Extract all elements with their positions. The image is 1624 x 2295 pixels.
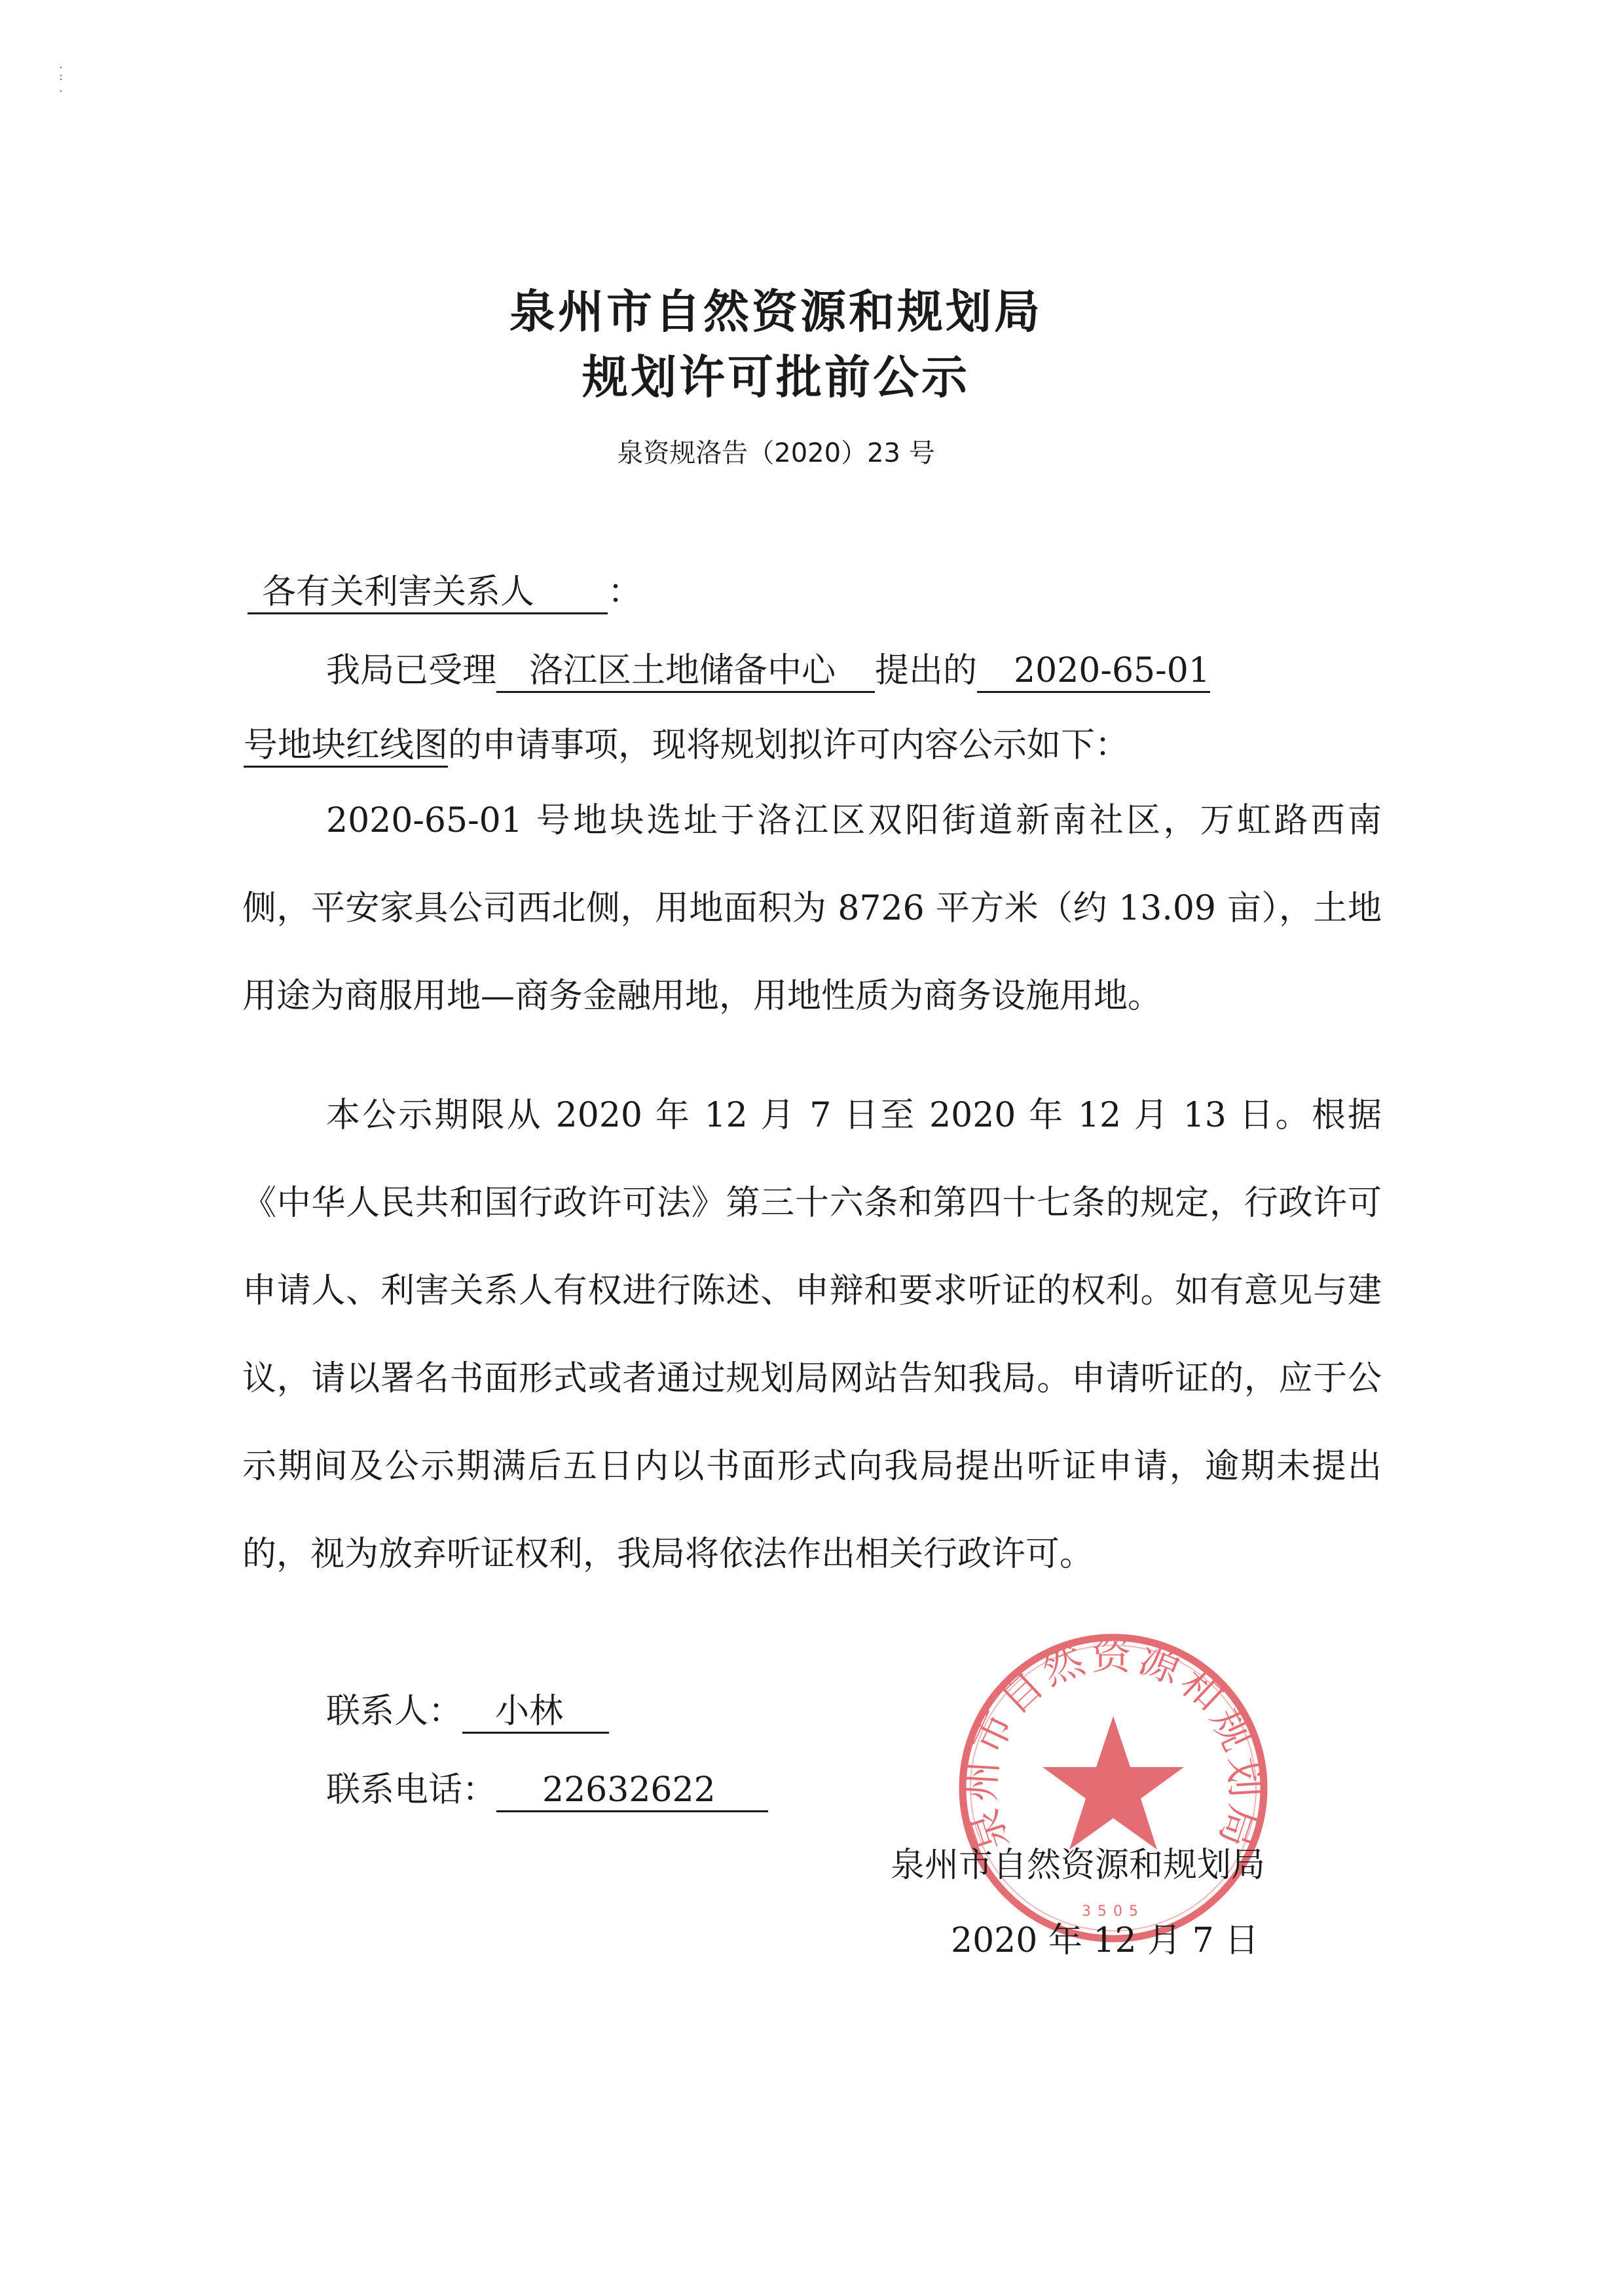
intro-line-2 [244,724,1129,768]
signature-date: 2020 年 12 月 7 日 [951,1921,1259,1960]
paragraph-site: 2020-65-01 号地块选址于洛江区双阳街道新南社区，万虹路西南侧，平安家具公司西北侧，用地面积为 8726 平方米（约 13.09 亩），土地用途为商服用地—商务金融用地，用地性质为商务设施用地。 [242,801,1382,1016]
intro-line-1 [326,650,1210,693]
seal-text: 泉州市自然资源和规划局 [956,1631,1270,1857]
document-title: 泉州市自然资源和规划局 [509,285,1043,339]
seal-code: 3505 [1082,1903,1145,1920]
addressee-underline [549,572,608,614]
document-subtitle: 规划许可批前公示 [582,350,970,404]
contact-person-row [326,1683,609,1734]
intro-parcel-doc: 号地块红线图 [244,725,448,768]
intro-suffix: 的申请事项，现将规划拟许可内容公示如下： [448,726,1130,765]
addressee-colon: ： [608,572,642,612]
addressee-name: 各有关利害关系人 [248,572,549,614]
contact-person: 小林 [462,1691,609,1734]
contact-phone: 22632622 [496,1770,768,1812]
intro-applicant: 洛江区土地储备中心 [496,650,875,693]
seal-star-icon [1043,1716,1184,1850]
scan-marks: . : . [59,58,64,95]
contact-phone-label: 联系电话： [326,1770,497,1810]
contact-person-label: 联系人： [326,1692,463,1731]
official-seal [943,1618,1283,1958]
intro-prefix: 我局已受理 [326,651,497,690]
document-number: 泉资规洛告（2020）23 号 [617,438,935,468]
contact-phone-row [326,1762,768,1812]
addressee-line [248,571,642,614]
signature-org: 泉州市自然资源和规划局 [891,1846,1266,1885]
paragraph-period: 本公示期限从 2020 年 12 月 7 日至 2020 年 12 月 13 日。根据《中华人民共和国行政许可法》第三十六条和第四十七条的规定，行政许可申请人、利害关系人有权进行陈述、申辩和要求听证的权利。如有意见与建议，请以署名书面形式或者通过规划局网站告知我局。申请听证的，应于公示期间及公示期满后五日内以书面形式向我局提出听证申请，逾期未提出的，视为放弃听证权利，我局将依法作出相关行政许可。 [242,1096,1382,1574]
intro-parcel-code: 2020-65-01 [977,650,1210,693]
intro-middle: 提出的 [875,651,978,690]
